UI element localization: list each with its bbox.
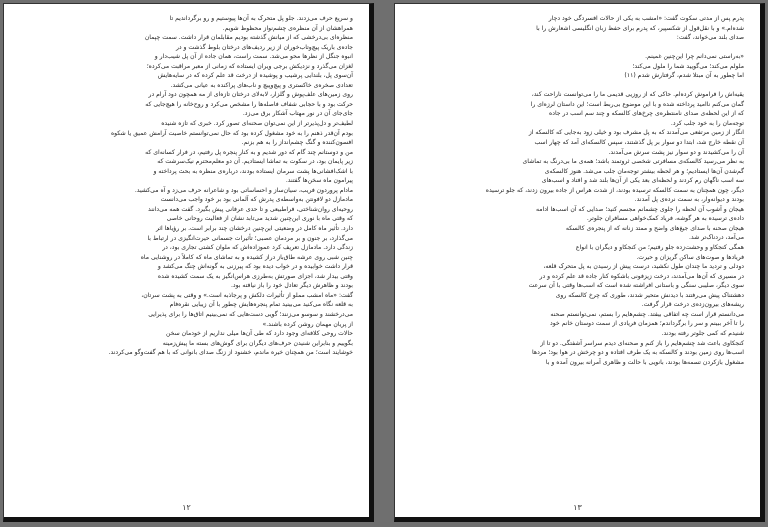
text-line: کنجکاوی باعث شد چشم‌هایم را باز کنم و صحنه‌ای دیدم سراسر آشفتگی. دو تا از (540, 339, 744, 347)
text-line: پدرم پس از مدتی سکوت گفت: «امشب به یکی از حالات افسردگی خود دچار (548, 15, 744, 22)
text-line: دودلی و تردید ما چندان طول نکشید، درست پیش از رسیدن به پل متحرک قلعه، (543, 263, 744, 271)
text-line: من و دوستانم چند گام که دور شدیم و به کنار پنجره پل رفتیم، در فرار کسانه‌ای که (145, 148, 353, 156)
text-line: سه اسب ناگهان رم کردند و لحظه‌ای بعد یکی از آن‌ها بلند شد و افتاد و اسب‌های (541, 177, 744, 185)
text-line: گمان می‌کنم ناامید پرداخته شده و با این موضوع بی‌ربط است؛ این داستان لرزه‌ای را (530, 100, 744, 108)
text-line: خوشایند است؛ من همچنان خیره ماندم، خشنود از زنگ صدای بانوانی که با هم گفت‌وگو می‌کردند. (108, 349, 353, 357)
text-line: که وقتی ماه با نوری این‌چنین شدید می‌تابد نشان از فعالیت روحانی خاصی (166, 215, 353, 223)
text-line: دیگر، چون همچنان به سمت کالسکه ترسیده بودند، از شدت هراس از جاده بیرون زدند، که جلو ترسیده (485, 186, 744, 194)
text-line: آن نقطه خارج شد، ابتدا دو سوار بر پل گذشتند، سپس کالسکه‌ای آمد که چهار اسب (534, 139, 744, 147)
text-line: را تا آخر ببینم و سر را برگرداندم؛ همزمان فریادی از سمت دوستان خانم خود (550, 320, 744, 328)
text-line: آن‌سوی پل، بلندایی پرشیب و پوشیده از درخت قد علم کرده که در سایه‌هایش (157, 72, 353, 80)
text-line: هیجان صحنه با صدای جیغ‌های واضح و ممتد زنانه که از پنجره‌ی کالسکه (565, 224, 744, 232)
right-page-text (411, 14, 744, 367)
text-line: جاده‌ی باریک پیچ‌وتاب‌خوران از زیر ردیف‌های درختان بلوط گذشت و در (175, 43, 353, 51)
text-line: لطیف‌تر و دل‌پذیرتر از این نمی‌توان صحنه‌ای تصور کرد. خبری که تازه شنیده (161, 120, 353, 128)
text-line: زیر پایمان بود، در سکوت به تماشا ایستادیم. آن دو معلم‌محترم نیک‌سرشت که (157, 158, 353, 166)
text-line: زندگی دارد. مادمازل تعریف کرد عموزاده‌اش که ملوان کشتی تجاری بود، در (162, 244, 353, 252)
text-line: بودم آن‌قدر ذهنم را به خود مشغول کرده بود که حال نمی‌توانستم خاصیت آرامش عمیق یا شکوه (110, 129, 353, 137)
text-line: مادام پروردون فریب، سیان‌ساز و احساساتی بود و شاعرانه حرف می‌زد و آه می‌کشید. (134, 186, 353, 194)
text-line: همگی کنجکاو و وحشت‌زده جلو رفتیم؛ من کنجکاو و دیگران با انواع (575, 244, 744, 252)
text-line: حالات روحی کلافه‌ای وجود دارد که طی آن‌ها میلی نداریم از خودمان سخن (166, 330, 353, 338)
text-line: دارد. تأثیر ماه کامل در وضعیتی این‌چنین درخشان چند برابر است. بر رؤیاها اثر (155, 225, 353, 233)
text-line: «به‌راستی نمی‌دانم چرا این‌چنین غمینم. (645, 53, 744, 61)
text-line: می‌گذارد، بر جنون و بر مردمان عصبی؛ تأثیرات جسمانی حیرت‌انگیزی در ارتباط با (147, 234, 353, 242)
text-line: حرکت بود و با حجابی شفاف فاصله‌ها را مشخص می‌کرد و روح‌خانه را هیچ‌جایی که (145, 100, 353, 108)
text-line: در مسیری که آن‌ها می‌آمدند، درخت زیزفونی باشکوه کنار جاده قد علم کرده و در (539, 272, 744, 280)
text-line: روحیه‌ای روان‌شناختی، فراطبیعی و تا حدی عرفانی پیش بگیرد. گفت همه می‌دانند (148, 205, 353, 213)
text-line: انگار از زمین مرتفعی می‌آمدند که به پل مشرف بود و خیلی زود به‌جایی که کالسکه از (528, 129, 744, 137)
right-page (394, 3, 765, 522)
text-line: سوی دیگر، صلیبی سنگی و باستانی افراشته شده است که اسب‌ها وقتی با آن سرعت (528, 282, 744, 290)
text-line (411, 43, 744, 53)
text-line: تعدادی صخره‌ی خاکستری و پیچ‌وپیچ و ناب‌های پراکنده به عیانی می‌کشد. (170, 81, 353, 89)
text-line: داده‌ی ترسیده به هر گوشه، فریاد کمک‌خواهی مسافران جلوتر. (586, 215, 744, 223)
text-line: هیجان و آشوب آن لحظه را جلوی چشمانم مجسم کنید؛ صدایی که آن اسب‌ها ادامه (535, 205, 744, 213)
text-line: توجه‌مان را به خود جلب کرد. (670, 119, 744, 127)
text-line: قرار داشت خوابیده و در خواب دیده بود که پیرزنی به گونه‌اش چنگ می‌کشد و (157, 263, 353, 271)
text-line: بودند و ظاهرش دیگر تعادل خود را باز نیافته بود. (231, 282, 353, 290)
text-line: روی زمین‌های علف‌پوش و گلزار، لابه‌لای درختان تازه‌ای از مه همچون دود آرام در (148, 91, 353, 99)
text-line: افسون‌کننده و گنگ چشم‌انداز را به هم بزنم. (241, 139, 353, 147)
text-line: منظره‌ای بی‌درخشی که از میانش گذشته بودیم مقابلمان قرار داشت. سمت چپمان (144, 34, 353, 42)
text-line (411, 81, 744, 91)
text-line: شنیدم که کمی جلوتر رفته بودند. (661, 329, 744, 337)
text-line: می‌آمد، دردناک‌تر شد. (688, 234, 744, 242)
text-line: که از این لحظه‌ی صدای نامنتظره‌ی چرخ‌های کالسکه و چند سم اسب در جاده (549, 110, 744, 118)
text-line: صدای بلند می‌خواند، گفت: (676, 34, 744, 42)
text-line: مادمازل دو لافونتن به‌واسطه‌ی پدرش که آلمانی بود بر خود واجب می‌دانست (160, 196, 353, 204)
left-page-text (20, 14, 353, 358)
text-line: فریادها و صوت‌های ساکن گریزان و حیرت. (636, 253, 744, 261)
text-line: چنین شبی روی عرشه طاق‌باز دراز کشیده و به تماشای ماه که کاملاً در روشنایی ماه (140, 253, 353, 261)
left-page-number: ۱۲ (182, 503, 191, 512)
text-line: با اشک‌افشانی‌ها پشت سرمان ایستاده بودند، درباره‌ی منظره به بحث پرداخته و (153, 167, 353, 175)
text-line: آن را می‌کشیدند و دو سوار نیز پشت سرش می‌آمدند. (608, 148, 744, 156)
text-line: می‌درخشند و سوسو می‌زنند؛ گویی دست‌هایی که نمی‌بینیم اتاق‌ها را برای پذیرایی (148, 310, 353, 318)
text-line: گفت: «ماه امشب مملو از تأثیرات دلکش و پرجاذبه است.» و وقتی به پشت سرتان، (141, 291, 353, 299)
text-line: می‌دانستم قرار است چه اتفاقی بیفتد. چشم‌هایم را بستم، نمی‌توانستم صحنه (550, 310, 744, 318)
text-line: شده‌ام.» و با نقل‌قول از شکسپیر، که پدرم برای حفظ زبان انگلیسی اشعارش را با (536, 24, 744, 32)
text-line: جای‌جای آن در نور مهتاب آشکار برق می‌زد. (242, 110, 353, 118)
text-line: به قلعه نگاه می‌کنید می‌بینید تمام پنجره‌هایش چطور با آن زیبایی نقره‌فام (169, 301, 353, 309)
text-line: از پریان مهمان روشن کرده باشند.» (262, 320, 353, 328)
text-line: و سریع حرف می‌زدند. جلو پل متحرک به آن‌ها پیوستیم و رو برگرداندیم تا (169, 15, 353, 22)
text-line: بودند و دیوانه‌وار، به سمت نرده‌ی پل آمدند. (634, 196, 744, 204)
left-page (3, 3, 374, 522)
text-line: مشغول بازکردن تسمه‌ها بودند، بانویی با حالت و ظاهری آمرانه بیرون آمده و با (545, 358, 744, 366)
text-line: ریشه‌های بیرون‌زده‌ی درخت قرار گرفت. (641, 301, 744, 309)
text-line: لغزان می‌گذرد و نزدیکش برجی ویران ایستاده که زمانی از معبر مراقبت می‌کرده؛ (146, 62, 353, 70)
text-line: بگوییم و بنابراین شنیدن حرف‌های دیگران برای گوش‌های بسته ما پیش‌زمینه (162, 339, 353, 347)
text-line: اما چطور به آن مبتلا شدم، گرفتارش شدم (۱۱) (624, 72, 744, 80)
right-page-number: ۱۳ (573, 503, 582, 512)
text-line: وقتی بیدار شد، اجزای صورتش به‌طرزی هراس‌انگیز به یک سمت کشیده شده (157, 272, 353, 280)
text-line: پیرامون ماه سخن‌ها گفتند. (285, 177, 353, 185)
text-line: انبوه جنگل از نظرها محو می‌شد. سمت راست، همان جاده از آن پل شیب‌دار و (154, 53, 353, 61)
text-line: گم‌شدن آن‌ها ایستادیم؛ و هر لحظه بیشتر توجه‌مان جلب می‌شد. هنوز کالسکه‌ی (544, 167, 744, 175)
text-line: اسب‌ها روی زمین بودند و کالسکه به یک طرف افتاده و دو چرخش در هوا بود؛ مردها (532, 349, 744, 357)
text-line: به نظر می‌رسید کالسکه‌ی مسافرتی شخصی ثروتمند باشد؛ همه‌ی ما بی‌درنگ به تماشای (522, 158, 744, 166)
text-line: ملولم می‌کند؛ می‌گویید شما را ملول می‌کند؛ (632, 62, 744, 70)
text-line: دهشتناک پیش می‌رفتند با دیدنش متحیر شدند، طوری که چرخ کالسکه روی (555, 291, 744, 299)
text-line: یقیه‌اش را فراموش کرده‌ام. حاکی که از روزیی قدیمی ما را می‌توانست ناراحت کند، (531, 91, 744, 99)
text-line: همراهشان از آن منظره‌ی چشم‌نواز محظوظ شویم. (222, 24, 353, 32)
